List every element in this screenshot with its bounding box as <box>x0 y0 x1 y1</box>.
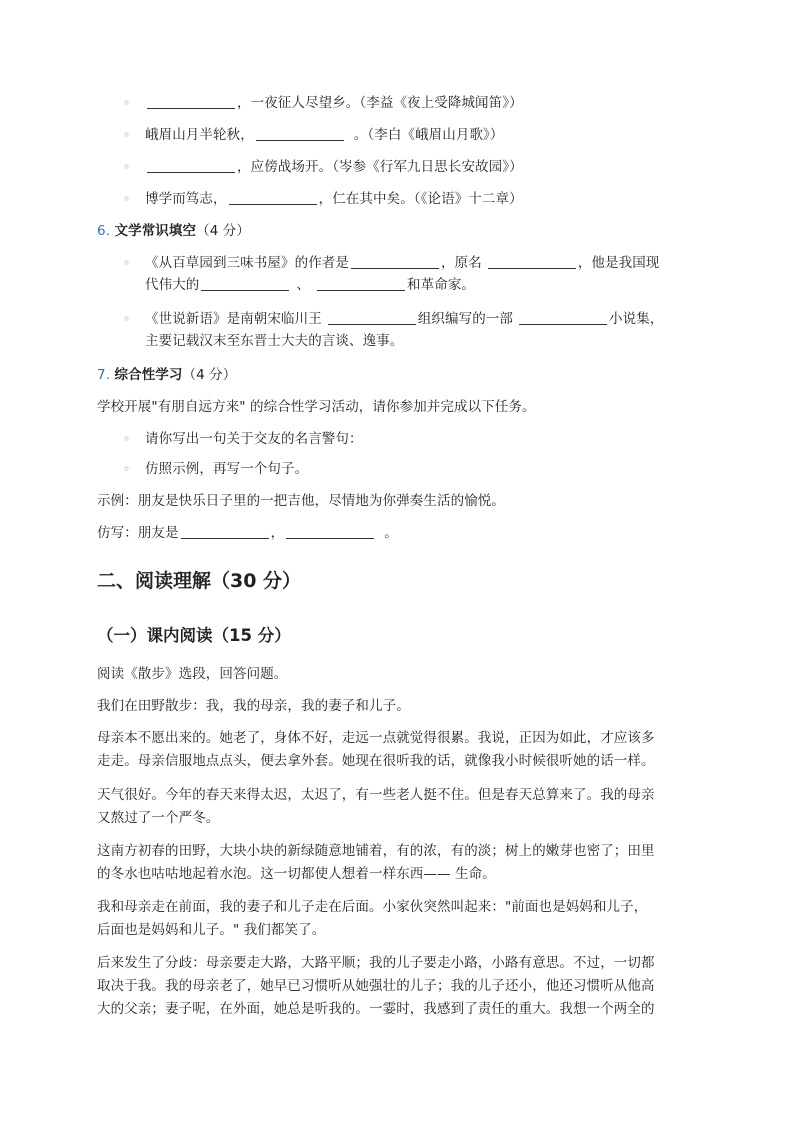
section-heading: 二、阅读理解（30 分） <box>97 570 302 592</box>
q6-item2-line1 <box>145 309 663 329</box>
q7-task1: 请你写出一句关于交友的名言警句： <box>145 431 363 447</box>
passage-line: 我和母亲走在前面，我的妻子和儿子走在后面。小家伙突然叫起来："前面也是妈妈和儿子， <box>97 899 648 915</box>
answer-blank[interactable] <box>351 254 439 269</box>
bullet: ◦ <box>123 462 131 476</box>
question-score: （4 分） <box>182 367 237 383</box>
text: 小说集， <box>609 311 664 327</box>
q6-item1-line1 <box>145 253 659 273</box>
text: ，原名 <box>441 255 482 271</box>
passage-line: 天气很好。今年的春天来得太迟，太迟了，有一些老人挺不住。但是春天总算来了。我的母亲 <box>97 787 655 803</box>
question-number: 7. <box>97 367 111 383</box>
poem-text: ，仁在其中矣。（《论语》十二章） <box>318 191 523 207</box>
poem-line-1 <box>145 93 523 113</box>
answer-blank[interactable] <box>147 158 235 173</box>
poem-text: 峨眉山月半轮秋， <box>145 127 254 143</box>
bullet: ◦ <box>123 192 131 206</box>
poem-text: ，应傍战场开。（岑参《行军九日思长安故园》） <box>237 159 523 175</box>
bullet: ◦ <box>123 160 131 174</box>
text: 。 <box>384 525 398 541</box>
q7-task2: 仿照示例，再写一个句子。 <box>145 461 309 477</box>
text: 仿写：朋友是 <box>97 525 179 541</box>
bullet: ◦ <box>123 128 131 142</box>
bullet: ◦ <box>123 256 131 270</box>
answer-blank[interactable] <box>256 126 344 141</box>
answer-blank[interactable] <box>181 524 269 539</box>
text: ， <box>270 525 285 541</box>
passage-line: 又熬过了一个严冬。 <box>97 810 220 826</box>
poem-text: 博学而笃志， <box>145 191 227 207</box>
passage-line: 大的父亲；妻子呢，在外面，她总是听我的。一霎时，我感到了责任的重大。我想一个两全的 <box>97 1001 655 1017</box>
answer-blank[interactable] <box>488 254 576 269</box>
q6-item1-line2 <box>145 275 475 295</box>
passage-line: 母亲本不愿出来的。她老了，身体不好，走远一点就觉得很累。我说，正因为如此，才应该多 <box>97 730 655 746</box>
text: 《从百草园到三味书屋》的作者是 <box>145 255 349 271</box>
poem-line-2 <box>145 125 504 145</box>
text: 和革命家。 <box>407 277 476 293</box>
poem-text: 。（李白《峨眉山月歌》） <box>353 127 504 143</box>
answer-blank[interactable] <box>286 524 374 539</box>
answer-blank[interactable] <box>147 94 235 109</box>
poem-text: ，一夜征人尽望乡。（李益《夜上受降城闻笛》） <box>237 95 523 111</box>
q7-example: 示例：朋友是快乐日子里的一把吉他，尽情地为你弹奏生活的愉悦。 <box>97 493 505 509</box>
text: 、 <box>296 277 311 293</box>
answer-blank[interactable] <box>519 310 607 325</box>
question-title: 文学常识填空 <box>114 223 197 239</box>
question-score: （4 分） <box>196 223 250 239</box>
text: 代伟大的 <box>145 277 200 293</box>
question-6-heading <box>97 221 250 241</box>
question-7-heading <box>97 365 236 385</box>
question-number: 6. <box>97 223 111 239</box>
q6-item2-line2: 主要记载汉末至东晋士大夫的言谈、逸事。 <box>145 333 404 349</box>
subsection-heading: （一）课内阅读（15 分） <box>97 626 291 645</box>
text: 《世说新语》是南朝宋临川王 <box>145 311 322 327</box>
passage-line: 取决于我。我的母亲老了，她早已习惯听从她强壮的儿子；我的儿子还小，他还习惯听从他高 <box>97 978 655 994</box>
bullet: ◦ <box>123 96 131 110</box>
answer-blank[interactable] <box>229 190 317 205</box>
passage-line: 后面也是妈妈和儿子。" 我们都笑了。 <box>97 922 326 938</box>
poem-line-3 <box>145 157 523 177</box>
passage-line: 这南方初春的田野，大块小块的新绿随意地铺着，有的浓，有的淡；树上的嫩芽也密了；田里 <box>97 843 655 859</box>
passage-line: 我们在田野散步：我，我的母亲，我的妻子和儿子。 <box>97 698 410 714</box>
question-title: 综合性学习 <box>114 367 183 383</box>
answer-blank[interactable] <box>328 310 416 325</box>
bullet: ◦ <box>123 432 131 446</box>
text: 组织编写的一部 <box>417 311 514 327</box>
answer-blank[interactable] <box>317 276 405 291</box>
poem-line-4 <box>145 189 523 209</box>
answer-blank[interactable] <box>201 276 289 291</box>
bullet: ◦ <box>123 312 131 326</box>
text: ，他是我国现 <box>577 255 660 271</box>
passage-line: 后来发生了分歧：母亲要走大路，大路平顺；我的儿子要走小路，小路有意思。不过，一切都 <box>97 955 655 971</box>
q7-intro: 学校开展"有朋自远方来" 的综合性学习活动，请你参加并完成以下任务。 <box>97 399 536 415</box>
passage-line: 走走。母亲信服地点点头，便去拿外套。她现在很听我的话，就像我小时候很听她的话一样。 <box>97 753 655 769</box>
reading-intro: 阅读《散步》选段，回答问题。 <box>97 666 288 682</box>
q7-imitate <box>97 523 398 543</box>
passage-line: 的冬水也咕咕地起着水泡。这一切都使人想着一样东西—— 生命。 <box>97 866 496 882</box>
